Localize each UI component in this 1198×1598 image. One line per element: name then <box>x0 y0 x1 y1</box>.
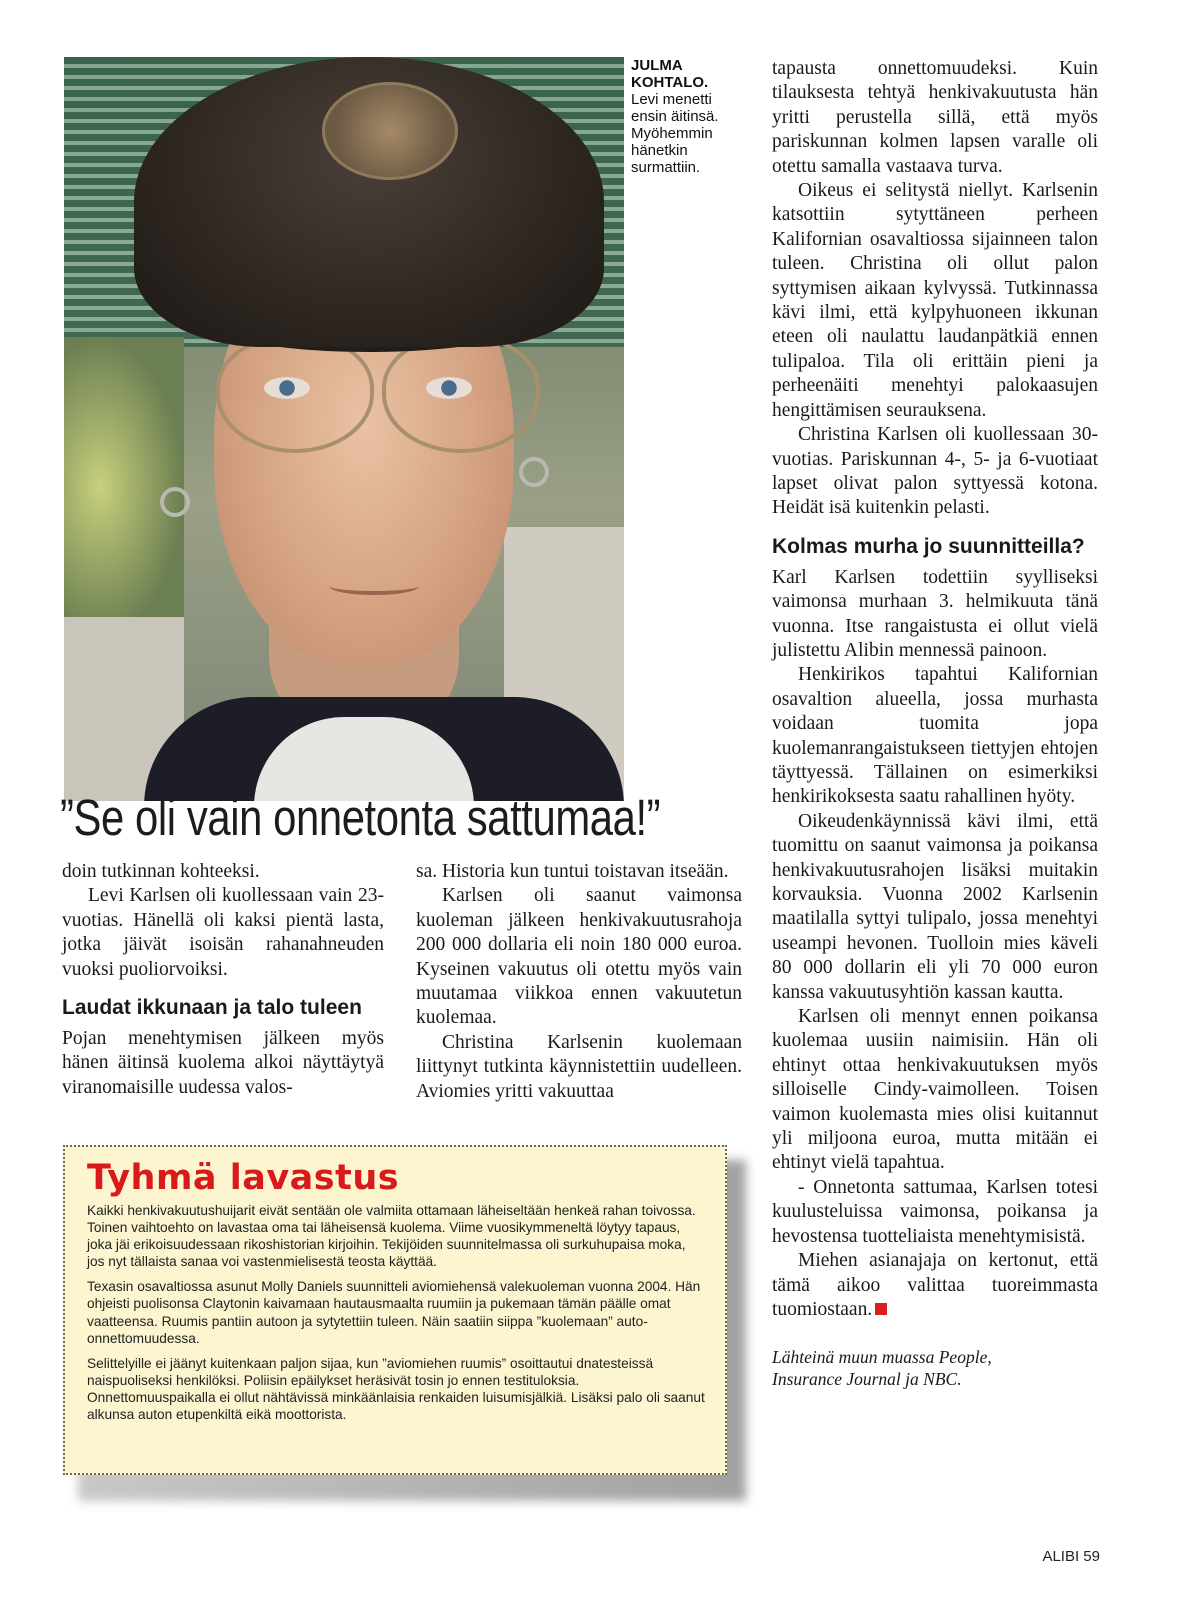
article-column-3 <box>772 57 1098 1390</box>
glasses-right-lens <box>382 335 540 453</box>
paragraph: Christina Karlsen oli kuollessaan 30-vuotias. Pariskunnan 4-, 5- ja 6-vuotiaat lapset olivat palon syttyessä kotona. Heidät isä kuitenkin pelasti. <box>772 424 1098 519</box>
subheading: Kolmas murha jo suunnitteilla? <box>772 534 1085 558</box>
glasses-left-lens <box>216 335 374 453</box>
paragraph: Levi Karlsen oli kuollessaan vain 23-vuotias. Hänellä oli kaksi pientä lasta, jotka jäivät isoisän rahanahneuden vuoksi puoliorvoiksi. <box>62 885 384 980</box>
final-paragraph <box>772 1249 1098 1322</box>
paragraph: Oikeus ei selitystä niellyt. Karlsenin katsottiin sytyttäneen perheen Kalifornian osavaltiossa sijainneen talon tuleen. Christina oli ollut palon syttymisen aikaan kylvyssä. Tutkinnassa kävi ilmi, että kylpyhuoneen ikkunan eteen oli naulattu laudanpätkiä ennen tulipaloa. Tila oli erittäin pieni ja perheenäiti menehtyi palokaasujen hengittämisen seurauksena. <box>772 180 1098 421</box>
paragraph: Christina Karlsenin kuolemaan liittynyt tutkinta käynnistettiin uudelleen. Aviomies yritti vakuuttaa <box>416 1031 742 1102</box>
earring-left <box>160 487 190 517</box>
box-title: Tyhmä lavastus <box>87 1158 400 1198</box>
final-paragraph-text: Miehen asianajaja on kertonut, että tämä aikoo valittaa tuoreimmasta tuomiostaan. <box>772 1250 1098 1320</box>
paragraph: Karlsen oli saanut vaimonsa kuoleman jälkeen henkivakuutusrahoja 200 000 dollaria eli noin 180 000 euroa. Kyseinen vakuutus oli otettu myös vain muutamaa viikkoa ennen vakuutetun kuolemaa. <box>416 885 742 1029</box>
cap <box>134 57 604 347</box>
paragraph: Pojan menehtymisen jälkeen myös hänen äitinsä kuolema alkoi näyttäytyä viranomaisille uudessa valos- <box>62 1028 384 1098</box>
paragraph: Karlsen oli mennyt ennen poikansa kuolemaa uusiin naimisiin. Hän oli ehtinyt ottaa henkivakuutuksen myös silloiselle Cindy-vaimolleen. Toisen vaimon kuolemasta mies olisi kuitannut yli miljoona euroa, mutta mitään ei ehtinyt vielä tapahtua. <box>772 1006 1098 1174</box>
caption-title: JULMA KOHTALO. <box>631 57 709 91</box>
sources-line: Lähteinä muun muassa People, <box>772 1347 992 1368</box>
earring-right <box>519 457 549 487</box>
box-paragraph: Kaikki henkivakuutushuijarit eivät sentään ole valmiita ottamaan läheiseltään henkeä rahan toivossa. Toinen vaihtoehto on lavastaa oma tai läheisensä kuolema. Viime vuosikymmeneltä löytyy tapaus, joka jäi erikoisuudessaan rikoshistorian kirjoihin. Tekijöiden suunnitelmassa oli surkuhupaisa moka, jos nyt tällaista sanaa voi vastenmielisestä teosta käyttää. <box>87 1203 696 1270</box>
page-number: ALIBI 59 <box>1042 1548 1100 1565</box>
box-paragraph: Texasin osavaltiossa asunut Molly Daniels suunnitteli aviomiehensä valekuoleman vuonna 2004. Hän ohjeisti puolisonsa Claytonin kaivamaan hautausmaalta ruumiin ja pukemaan tämän päälle omat vaatteensa. Ruumis pantiin autoon ja sytytettiin tuleen. Näin saatiin siippa ”kuolemaan” auto-onnettomuudessa. <box>87 1279 701 1346</box>
paragraph: - Onnetonta sattumaa, Karlsen totesi kuulusteluissa vaimonsa, poikansa ja hevostensa tuotteliaista menehtymisistä. <box>772 1176 1098 1247</box>
paragraph: doin tutkinnan kohteeksi. <box>62 861 260 882</box>
paragraph: Karl Karlsen todettiin syylliseksi vaimonsa murhaan 3. helmikuuta tänä vuonna. Itse rangaistusta ei ollut vielä julistettu Alibin mennessä painoon. <box>772 566 1098 661</box>
end-mark-icon <box>875 1303 887 1315</box>
subheading: Laudat ikkunaan ja talo tuleen <box>62 996 362 1020</box>
photo-caption <box>631 57 749 176</box>
article-column-2 <box>416 860 742 1104</box>
cap-logo <box>322 82 458 180</box>
article-column-1 <box>62 860 384 1100</box>
paragraph: Henkirikos tapahtui Kalifornian osavaltion alueella, jossa murhasta voidaan tuomita jopa kuolemanrangaistukseen tiettyjen ehtojen täyttyessä. Tällainen on esimerkiksi henkirikoksesta saatu rahallinen hyöty. <box>772 664 1098 808</box>
portrait-photo <box>64 57 624 801</box>
box-paragraph: Selittelyille ei jäänyt kuitenkaan paljon sijaa, kun ”aviomiehen ruumis” osoittautui dnatesteissä naispuoliseksi henkilöksi. Poliisin epäilykset heräsivät tosin jo ennen testituloksia. Onnettomuuspaikalla ei ollut nähtävissä minkäänlaisia renkaiden luisumisjälkiä. Lisäksi palo oli saanut alkunsa auton etupenkiltä eikä moottorista. <box>87 1355 705 1423</box>
paragraph: tapausta onnettomuudeksi. Kuin tilauksesta tehtyä henkivakuutusta hän yritti perustella sillä, että myös pariskunnan kolmen lapsen varalle oli otettu samalla vastaava turva. <box>772 58 1098 177</box>
article-headline: ”Se oli vain onnetonta sattumaa!” <box>60 789 661 846</box>
background-foliage <box>64 337 184 637</box>
paragraph: Oikeudenkäynnissä kävi ilmi, että tuomittu on saanut vaimonsa ja poikansa henkivakuutusrahojen lisäksi muitakin korvauksia. Vuonna 2002 Karlsenin maatilalla syttyi tulipalo, jossa menehtyi useampi hevonen. Tuolloin mies käveli 80 000 dollarin eli yli 70 000 euron kanssa vakuutusyhtiön kassan kautta. <box>772 810 1098 1003</box>
caption-text: Levi menetti ensin äitinsä. Myöhemmin hänetkin surmattiin. <box>631 91 719 176</box>
paragraph: sa. Historia kun tuntui toistavan itseään. <box>416 861 729 882</box>
sidebar-box <box>63 1145 727 1475</box>
mouth <box>329 577 419 595</box>
sources-line: Insurance Journal ja NBC. <box>772 1369 962 1390</box>
sources-note <box>772 1346 1098 1390</box>
